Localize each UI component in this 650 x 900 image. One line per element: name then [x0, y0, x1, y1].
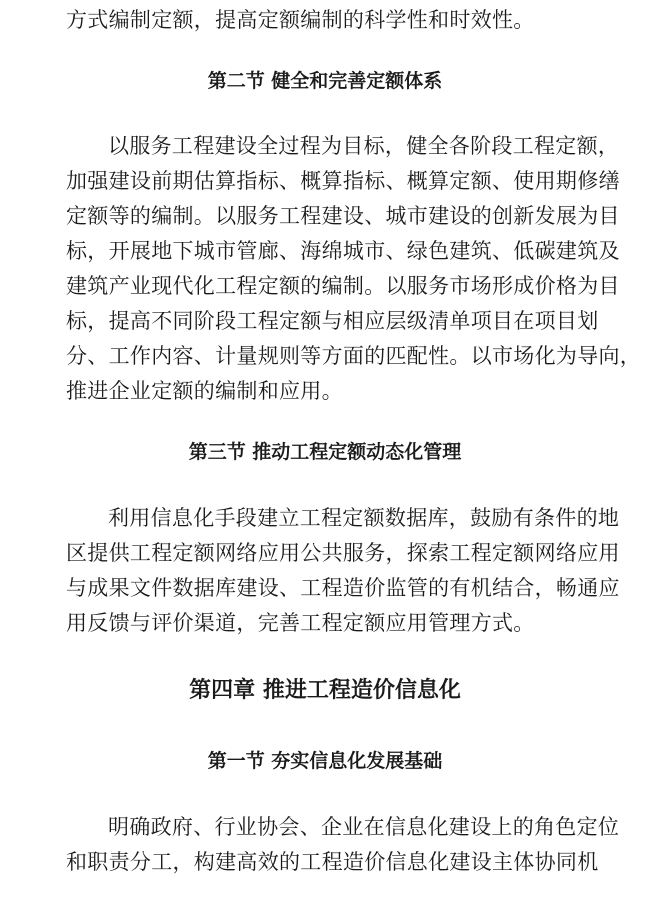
- paragraph-line: 利用信息化手段建立工程定额数据库，鼓励有条件的地: [108, 506, 620, 530]
- paragraph-line: 明确政府、行业协会、企业在信息化建设上的角色定位: [108, 815, 620, 839]
- paragraph-line: 用反馈与评价渠道，完善工程定额应用管理方式。: [66, 611, 535, 635]
- paragraph-line: 加强建设前期估算指标、概算指标、概算定额、使用期修缮: [66, 169, 620, 193]
- paragraph-line: 标，开展地下城市管廊、海绵城市、绿色建筑、低碳建筑及: [66, 239, 620, 263]
- paragraph-line: 区提供工程定额网络应用公共服务，探索工程定额网络应用: [66, 541, 620, 565]
- paragraph-line: 推进企业定额的编制和应用。: [66, 379, 343, 403]
- paragraph-line: 以服务工程建设全过程为目标，健全各阶段工程定额，: [108, 134, 620, 158]
- paragraph-line: 与成果文件数据库建设、工程造价监管的有机结合，畅通应: [66, 576, 620, 600]
- section-heading: 第三节 推动工程定额动态化管理: [188, 441, 462, 463]
- paragraph-line: 标，提高不同阶段工程定额与相应层级清单项目在项目划: [66, 309, 599, 333]
- paragraph-line: 建筑产业现代化工程定额的编制。以服务市场形成价格为目: [66, 274, 620, 298]
- paragraph-line: 和职责分工，构建高效的工程造价信息化建设主体协同机: [66, 850, 599, 874]
- section-heading: 第一节 夯实信息化发展基础: [207, 750, 443, 772]
- chapter-heading: 第四章 推进工程造价信息化: [189, 678, 461, 703]
- paragraph-line: 方式编制定额，提高定额编制的科学性和时效性。: [66, 8, 535, 32]
- section-heading: 第二节 健全和完善定额体系: [207, 70, 443, 92]
- paragraph-line: 定额等的编制。以服务工程建设、城市建设的创新发展为目: [66, 204, 620, 228]
- paragraph-line: 分、工作内容、计量规则等方面的匹配性。以市场化为导向，: [66, 344, 642, 368]
